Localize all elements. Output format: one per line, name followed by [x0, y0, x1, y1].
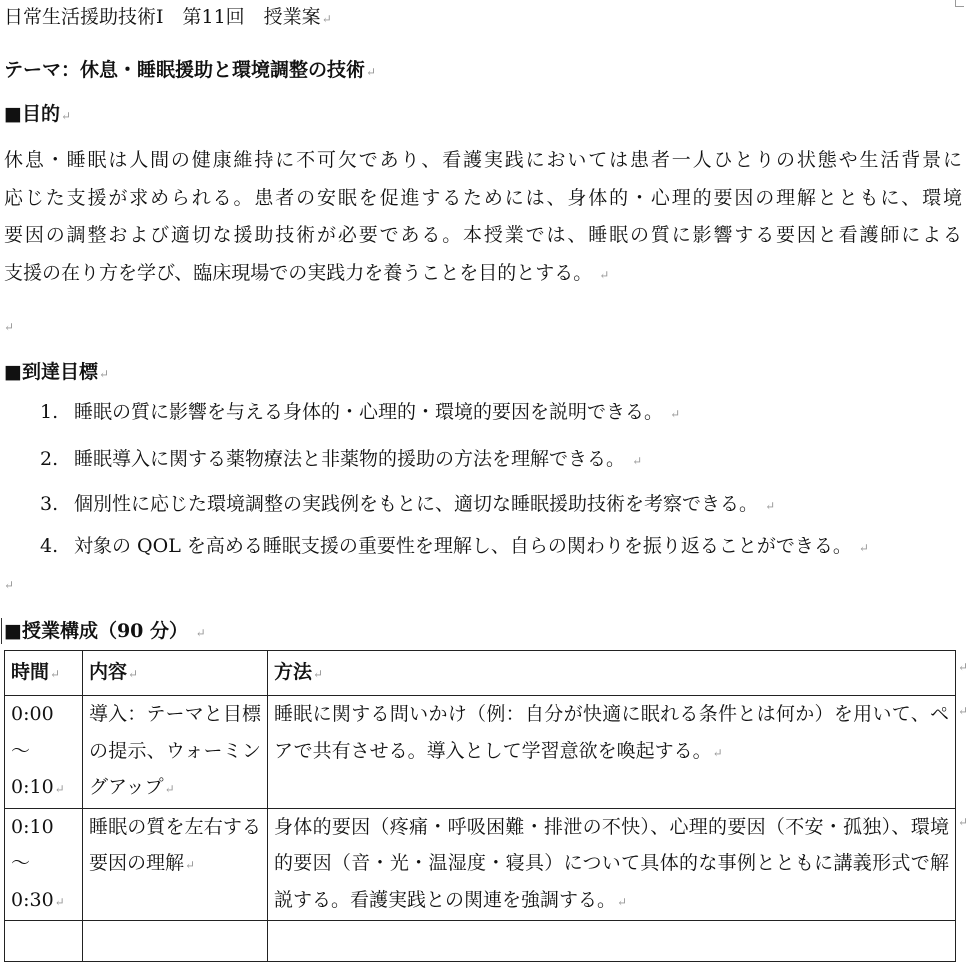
- header-content: 内容↵: [83, 651, 268, 696]
- row-end-mark-icon: ↵: [958, 815, 968, 829]
- cell-time: 0:10 ～ 0:30↵: [5, 808, 83, 921]
- purpose-line: 休息・睡眠は人間の健康維持に不可欠であり、看護実践においては患者一人ひとりの状態や生活背景に: [4, 149, 962, 171]
- cell-content: [83, 921, 268, 962]
- paragraph-mark-icon: ↵: [765, 499, 776, 513]
- goal-text: 睡眠導入に関する薬物療法と非薬物的援助の方法を理解できる。: [74, 448, 626, 470]
- cell-method: 身体的要因（疼痛・呼吸困難・排泄の不快）、心理的要因（不安・孤独）、環境的要因（音・光・温湿度・寝具）について具体的な事例とともに講義形式で解説する。看護実践との関連を強調する。↵: [268, 808, 956, 921]
- header-method: 方法↵: [268, 651, 956, 696]
- purpose-line: 支援の在り方を学び、臨床現場での実践力を養うことを目的とする。 ↵: [4, 261, 610, 284]
- table-header-row: [5, 651, 956, 696]
- goal-item: [40, 494, 775, 516]
- theme-heading: テーマ：休息・睡眠援助と環境調整の技術↵: [4, 59, 377, 81]
- cell-content: 睡眠の質を左右する要因の理解↵: [83, 808, 268, 921]
- paragraph-mark-icon: ↵: [858, 541, 869, 555]
- paragraph-mark-icon: ↵: [98, 367, 110, 381]
- purpose-heading: ■目的↵: [4, 103, 72, 125]
- paragraph-mark-icon: ↵: [632, 454, 643, 468]
- paragraph-mark-icon: ↵: [366, 65, 377, 79]
- goal-number: 3.: [40, 493, 59, 515]
- goal-number: 4.: [40, 535, 59, 557]
- paragraph-mark-icon: ↵: [185, 858, 196, 872]
- page-corner-mark: [955, 0, 964, 7]
- paragraph-mark-icon: ↵: [617, 894, 628, 909]
- cell-time: [5, 921, 83, 962]
- paragraph-mark-icon: ↵: [599, 267, 610, 282]
- paragraph-mark-icon: ↵: [313, 667, 324, 681]
- goals-heading: ■到達目標↵: [4, 361, 110, 383]
- cell-method: [268, 921, 956, 962]
- paragraph-mark-icon: ↵: [54, 894, 65, 909]
- goal-item: [40, 449, 642, 471]
- paragraph-mark-icon: ↵: [670, 407, 681, 421]
- document-title: 日常生活援助技術Ⅰ 第11回 授業案↵: [4, 6, 332, 28]
- paragraph-mark-icon: ↵: [164, 782, 175, 796]
- goal-number: 1.: [40, 401, 59, 423]
- goal-text: 個別性に応じた環境調整の実践例をもとに、適切な睡眠援助技術を考察できる。: [74, 493, 759, 515]
- purpose-paragraph: [4, 142, 962, 292]
- paragraph-mark-icon: ↵: [4, 578, 15, 592]
- row-end-mark-icon: ↵: [958, 704, 968, 718]
- paragraph-mark-icon: ↵: [4, 320, 15, 334]
- table-row: [5, 921, 956, 962]
- paragraph-mark-icon: ↵: [712, 745, 723, 760]
- goal-text: 対象の QOL を高める睡眠支援の重要性を理解し、自らの関わりを振り返ることができる。: [74, 535, 852, 557]
- cell-time: 0:00 ～ 0:10↵: [5, 696, 83, 809]
- purpose-line: 要因の調整および適切な援助技術が必要である。本授業では、睡眠の質に影響する要因と看護師による: [4, 224, 962, 246]
- row-end-mark-icon: ↵: [958, 660, 968, 674]
- goal-number: 2.: [40, 448, 59, 470]
- table-row: [5, 808, 956, 921]
- paragraph-mark-icon: ↵: [54, 782, 65, 796]
- paragraph-mark-icon: ↵: [60, 109, 72, 123]
- cell-method: 睡眠に関する問いかけ（例：自分が快適に眠れる条件とは何か）を用いて、ペアで共有させる。導入として学習意欲を喚起する。↵: [268, 696, 956, 809]
- goal-item: [40, 402, 680, 424]
- paragraph-mark-icon: ↵: [128, 667, 139, 681]
- schedule-table: [4, 650, 956, 962]
- paragraph-mark-icon: ↵: [195, 626, 206, 640]
- structure-heading: ■授業構成（90 分） ↵: [4, 620, 206, 642]
- goal-text: 睡眠の質に影響を与える身体的・心理的・環境的要因を説明できる。: [74, 401, 664, 423]
- paragraph-mark-icon: ↵: [50, 667, 61, 681]
- cell-content: 導入：テーマと目標の提示、ウォーミングアップ↵: [83, 696, 268, 809]
- goal-item: [40, 536, 869, 558]
- paragraph-mark-icon: ↵: [321, 12, 332, 26]
- purpose-line: 応じた支援が求められる。患者の安眠を促進するためには、身体的・心理的要因の理解とともに、環境: [4, 186, 962, 209]
- header-time: 時間↵: [5, 651, 83, 696]
- table-row: [5, 696, 956, 809]
- cursor-bar: [1, 618, 2, 644]
